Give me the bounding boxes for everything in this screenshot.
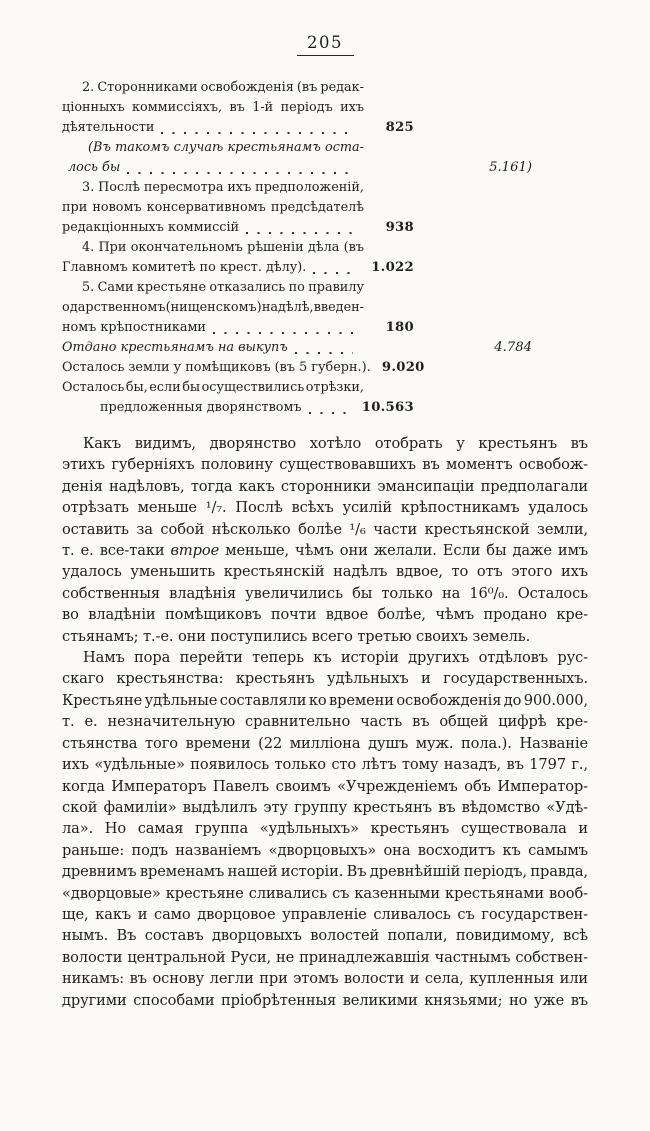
text-line [62,861,588,882]
dot-leader [239,224,360,238]
list-row [62,198,532,218]
text-line-content: стьянства того времени (22 милліона душъ муж. пола.). Названіе [62,734,588,752]
text-line-content: древнимъ временамъ нашей исторіи. Въ древнѣйшій періодъ, правда, [62,863,588,881]
list-row [62,78,532,98]
statistics-list [62,78,532,418]
row-value-col2: 4.784 [494,340,532,355]
dot-leader [120,164,360,178]
dot-leader [288,344,360,358]
text-line-content: этихъ губерніяхъ половину существовавшихъ въ моментъ освобож- [62,456,588,474]
text-line [62,797,588,818]
paragraph-1 [62,433,588,647]
list-row-text: Осталось земли у помѣщиковъ (въ 5 губерн.). [62,360,371,375]
list-row [62,338,532,358]
list-row [62,278,532,298]
text-line [62,776,588,797]
text-line [62,733,588,754]
dot-leader [306,264,360,278]
text-line [62,754,588,775]
list-row [62,98,532,118]
text-line-content: отрѣзать меньше ¹/₇. Послѣ всѣхъ усилій крѣпостникамъ удалось [62,499,588,517]
list-row [62,298,532,318]
text-line [62,990,588,1011]
list-row [62,258,532,278]
paragraph-2 [62,647,588,1011]
text-line-content: Намъ пора перейти теперь къ исторіи другихъ отдѣловъ рус- [83,649,588,667]
list-row-text: 5. Сами крестьяне отказались по правилу [82,280,364,295]
text-line-content: собственныя владѣнія увеличились бы только на 16⁰/₀. Осталось [62,584,588,602]
list-row [62,238,532,258]
text-line [62,968,588,989]
page-header [62,33,588,56]
list-row [62,218,532,238]
text-line [62,433,588,454]
text-line [62,925,588,946]
text-line-content: удалось уменьшить крестьянскій надѣлъ вдвое, то отъ этого ихъ [62,563,588,581]
list-row-text: Главномъ комитетѣ по крест. дѣлу). [62,260,307,275]
text-line [62,711,588,732]
list-row-text: предложенныя дворянствомъ [100,400,302,415]
list-row-text: редакціонныхъ коммиссій [62,220,240,235]
list-row-text: о дарственномъ (нищенскомъ) надѣлѣ, введен- [62,300,364,315]
book-page [0,33,650,1011]
text-line [62,626,588,647]
text-line-content: волости центральной Руси, не принадлежавшія частнымъ собствен- [62,948,588,966]
text-line-content: оставить за собой нѣсколько болѣе ¹/₆ части крестьянской земли, [62,520,588,538]
text-line-content: когда Императоръ Павелъ своимъ «Учрежденіемъ объ Император- [62,777,588,795]
text-line-content: «дворцовые» крестьяне сливались съ казенными крестьянами вооб- [62,884,588,902]
text-line [62,476,588,497]
text-line-content: ще, какъ и само дворцовое управленіе сливалось съ государствен- [62,905,588,923]
list-row-text: дѣятельности [62,120,155,135]
list-row-text: номъ крѣпостниками [62,320,206,335]
text-line-content: скаго крестьянства: крестьянъ удѣльныхъ и государственныхъ. [62,670,588,688]
text-line [62,561,588,582]
text-line [62,540,588,561]
row-value-col1: 1.022 [371,260,414,275]
list-row-text: Отдано крестьянамъ на выкупъ [62,340,288,355]
list-row [62,358,532,378]
row-value-col1: 9.020 [381,360,425,375]
page-number-rule [297,55,354,56]
text-line [62,668,588,689]
text-line [62,947,588,968]
row-value-col2: 5.161) [489,160,532,175]
text-line [62,454,588,475]
text-line-content: нымъ. Въ составъ дворцовыхъ волостей попали, повидимому, всѣ [62,927,588,945]
row-value-col1: 10.563 [361,400,414,415]
text-line-content: во владѣніи помѣщиковъ почти вдвое болѣе, чѣмъ продано кре- [62,606,588,624]
list-row-text: Осталось бы, если бы осуществились отрѣзки, [62,380,364,395]
text-line [62,583,588,604]
page-number: 205 [307,33,343,52]
list-row [62,398,532,418]
text-line [62,904,588,925]
text-line-content: ихъ «удѣльные» появилось только сто лѣтъ тому назадъ, въ 1797 г., [62,756,588,774]
text-line [62,690,588,711]
list-row-text: 2. Сторонниками освобожденія (въ редак- [82,80,364,95]
text-line [62,647,588,668]
dot-leader [154,124,360,138]
dot-leader [302,404,360,418]
list-row-text: 4. При окончательномъ рѣшеніи дѣла (въ [82,240,364,255]
text-line-content: Крестьяне удѣльные составляли ко времени освобожденія до 900.000, [62,691,588,709]
list-row [62,378,532,398]
text-line-content: т. е. незначительную сравнительно часть въ общей цифрѣ кре- [62,713,588,731]
text-line [62,883,588,904]
text-line [62,497,588,518]
list-row-text: при новомъ консервативномъ предсѣдателѣ [62,200,364,215]
text-line [62,818,588,839]
row-value-col1: 938 [385,220,414,235]
list-row [62,318,532,338]
text-line-content: ской фамиліи» выдѣлилъ эту группу крестьянъ въ вѣдомство «Удѣ- [62,798,588,816]
text-line [62,519,588,540]
text-line-content: т. е. все-таки втрое меньше, чѣмъ они желали. Если бы даже имъ [62,542,589,560]
list-row [62,158,532,178]
list-row-text: 3. Послѣ пересмотра ихъ предположеній, [82,180,364,195]
text-line [62,840,588,861]
text-line-content: денія надѣловъ, тогда какъ сторонники эмансипаціи предполагали [62,477,588,495]
list-row-text: лось бы [68,160,121,175]
row-value-col1: 180 [385,320,414,335]
text-line-content: стьянамъ; т.-е. они поступились всего третью своихъ земель. [62,627,531,645]
list-row-text: (Въ такомъ случаѣ крестьянамъ оста- [88,140,364,155]
text-line-content: другими способами пріобрѣтенныя великими князьями; но уже въ [62,991,588,1009]
text-line-content: Какъ видимъ, дворянство хотѣло отобрать у крестьянъ въ [83,435,588,452]
text-line-content: никамъ: въ основу легли при этомъ волости и села, купленныя или [62,970,588,988]
list-row [62,138,532,158]
text-line [62,604,588,625]
text-line-content: ла». Но самая группа «удѣльныхъ» крестьянъ существовала и [62,820,588,838]
list-row-text: ціонныхъ коммиссіяхъ, въ 1-й періодъ ихъ [62,100,364,115]
text-line-content: раньше: подъ названіемъ «дворцовыхъ» она восходитъ къ самымъ [62,841,588,859]
dot-leader [206,324,360,338]
row-value-col1: 825 [385,120,414,135]
list-row [62,118,532,138]
list-row [62,178,532,198]
